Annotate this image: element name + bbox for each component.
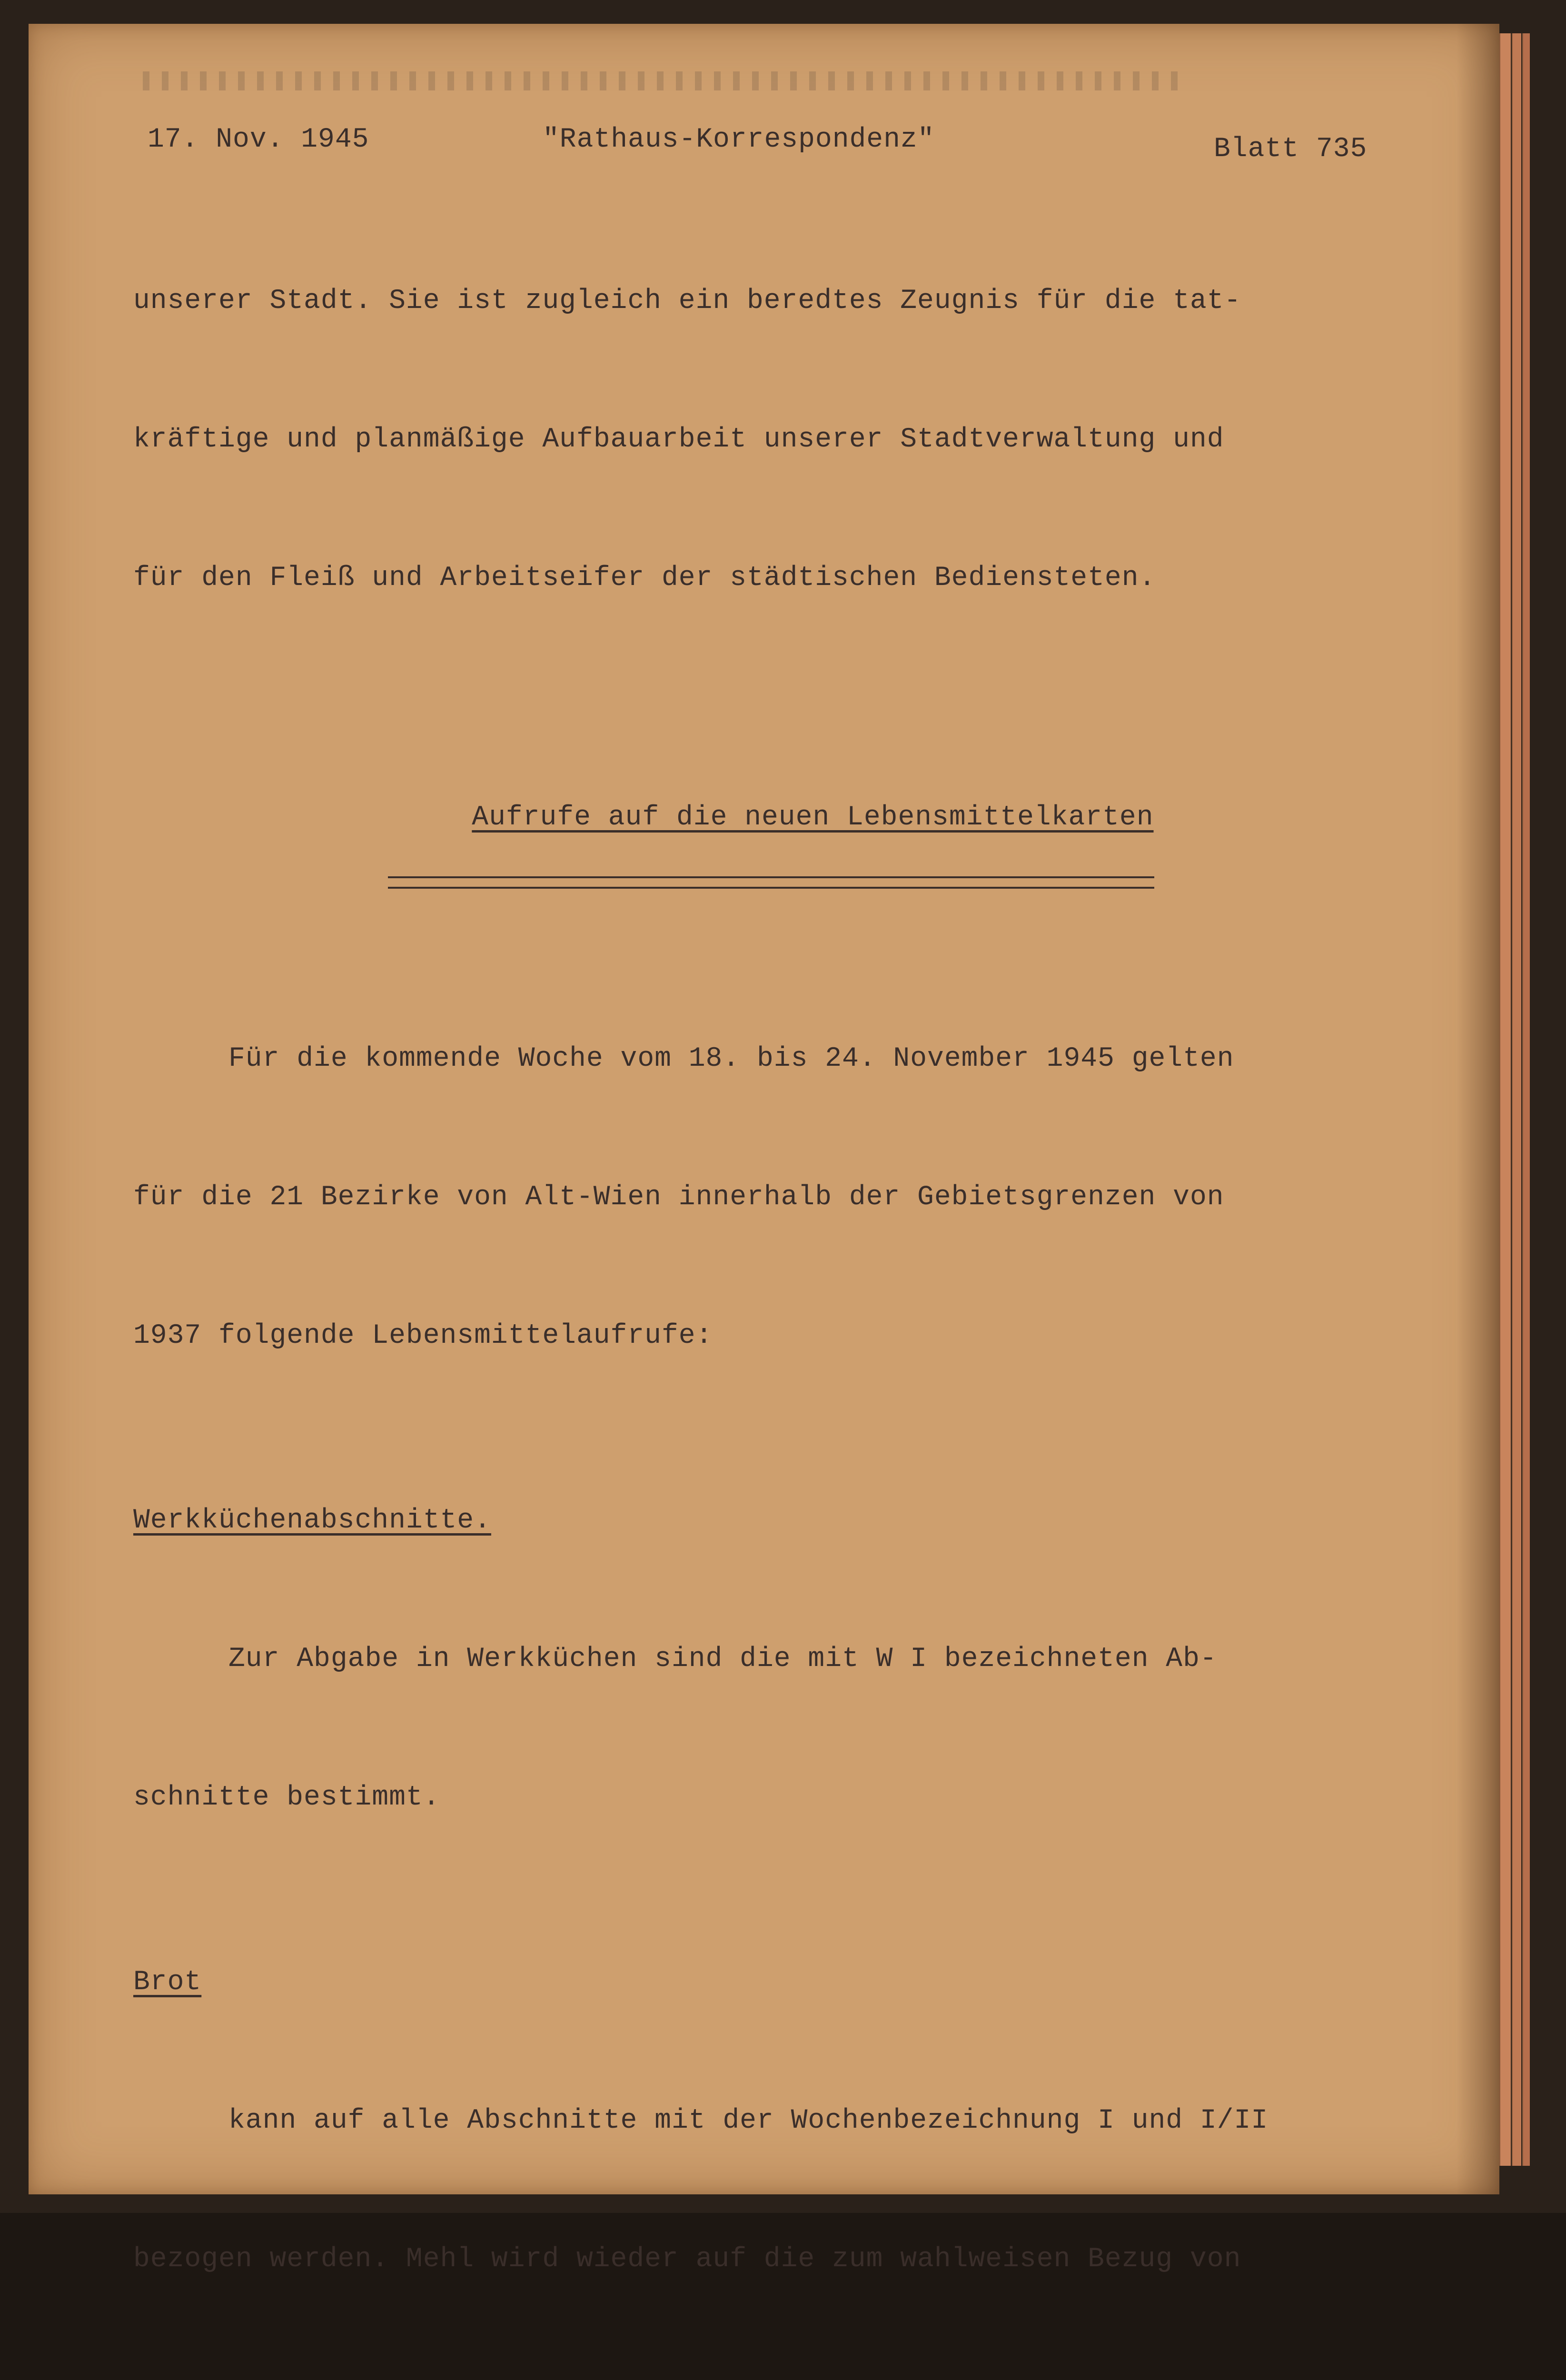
top-smudge-marks bbox=[143, 71, 1190, 90]
page-edge-stack bbox=[1512, 33, 1521, 2166]
document-body bbox=[133, 186, 1447, 2380]
text-line: schnitte bestimmt. bbox=[133, 1782, 440, 1813]
text-line: 1937 folgende Lebensmittelaufrufe: bbox=[133, 1320, 713, 1351]
section-title-text: Aufrufe auf die neuen Lebensmittelkarten bbox=[472, 802, 1154, 833]
subsection-heading-text: Werkküchenabschnitte. bbox=[133, 1505, 491, 1536]
gutter-shadow bbox=[1457, 24, 1499, 2194]
text-line bbox=[133, 2375, 1447, 2380]
page-edge-stack bbox=[1499, 33, 1511, 2166]
subsection-heading bbox=[133, 1497, 1447, 1544]
header-date: 17. Nov. 1945 bbox=[148, 124, 369, 155]
text-line: kräftige und planmäßige Aufbauarbeit unserer Stadtverwaltung und bbox=[133, 424, 1224, 455]
page-edge-stack bbox=[1522, 33, 1530, 2166]
section-title bbox=[133, 748, 1390, 833]
double-underline-rule bbox=[388, 876, 1154, 889]
subsection-heading bbox=[133, 1959, 1447, 2005]
page-header bbox=[148, 117, 1385, 164]
text-line: unserer Stadt. Sie ist zugleich ein beredtes Zeugnis für die tat- bbox=[133, 286, 1241, 317]
text-line: für die 21 Bezirke von Alt-Wien innerhalb der Gebietsgrenzen von bbox=[133, 1182, 1224, 1213]
text-line: Zur Abgabe in Werkküchen sind die mit W I bezeichneten Ab- bbox=[228, 1644, 1217, 1675]
text-line: kann auf alle Abschnitte mit der Wochenbezeichnung I und I/II bbox=[228, 2105, 1269, 2136]
text-line: bezogen werden. Mehl wird wieder auf die zum wahlweisen Bezug von bbox=[133, 2244, 1241, 2275]
subsection-heading-text: Brot bbox=[133, 1967, 202, 1998]
text-line: Für die kommende Woche vom 18. bis 24. November 1945 gelten bbox=[228, 1043, 1234, 1074]
header-publication: "Rathaus-Korrespondenz" bbox=[543, 124, 935, 155]
header-sheet-number: Blatt 735 bbox=[1214, 134, 1368, 165]
text-line: für den Fleiß und Arbeitseifer der städtischen Bediensteten. bbox=[133, 563, 1156, 594]
